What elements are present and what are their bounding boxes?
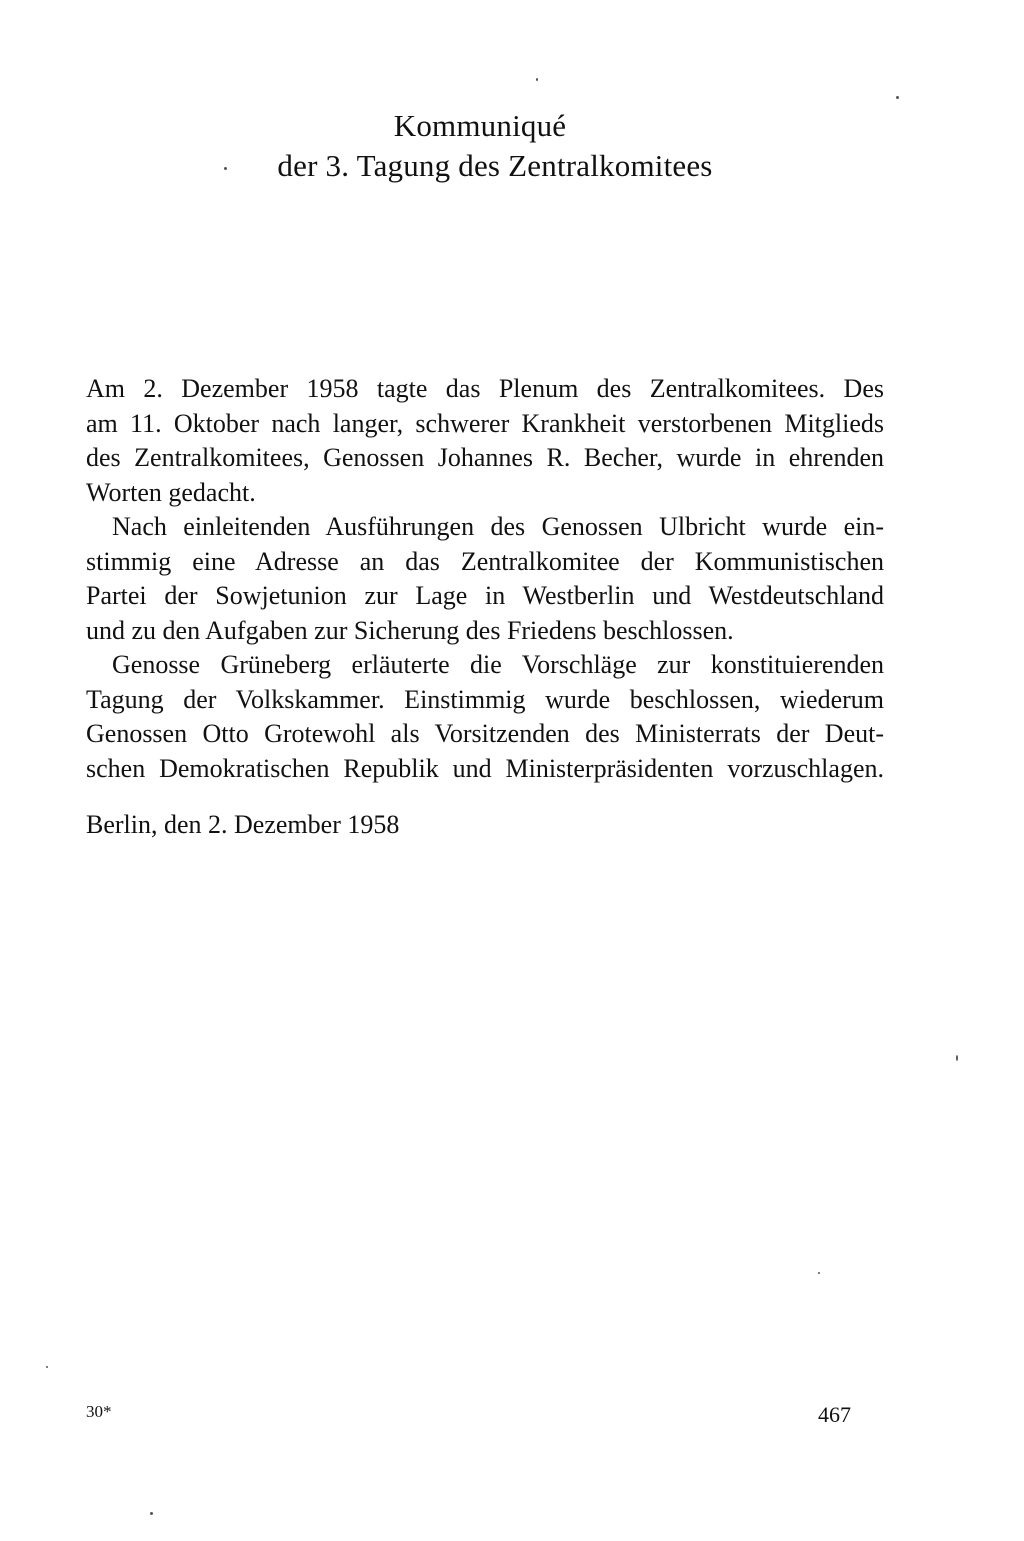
paragraph-line: Nach einleitenden Ausführungen des Genossen Ulbricht wurde ein- bbox=[112, 512, 884, 541]
place-date-line: Berlin, den 2. Dezember 1958 bbox=[86, 810, 400, 839]
paragraph-1 bbox=[86, 372, 884, 510]
paragraph-line: Worten gedacht. bbox=[86, 477, 256, 507]
paragraph-line: Partei der Sowjetunion zur Lage in Westberlin und Westdeutschland bbox=[86, 581, 884, 610]
scan-speck bbox=[150, 1512, 153, 1515]
heading bbox=[200, 106, 760, 186]
signature-mark: 30* bbox=[86, 1402, 112, 1421]
body-text bbox=[86, 372, 884, 786]
paragraph-2 bbox=[86, 510, 884, 648]
paragraph-line: stimmig eine Adresse an das Zentralkomitee der Kommunistischen bbox=[86, 546, 884, 576]
paragraph-line: und zu den Aufgaben zur Sicherung des Friedens beschlossen. bbox=[86, 615, 734, 645]
paragraph-line: am 11. Oktober nach langer, schwerer Krankheit verstorbenen Mitglieds bbox=[86, 408, 884, 438]
scan-speck bbox=[896, 96, 899, 99]
paragraph-line: des Zentralkomitees, Genossen Johannes R. Becher, wurde in ehrenden bbox=[86, 443, 884, 472]
paragraph-line: Tagung der Volkskammer. Einstimmig wurde beschlossen, wiederum bbox=[86, 684, 884, 714]
page-number: 467 bbox=[818, 1402, 851, 1427]
paragraph-3 bbox=[86, 648, 884, 786]
scan-speck bbox=[224, 167, 227, 170]
scan-speck bbox=[46, 1366, 48, 1368]
paragraph-line: Genosse Grüneberg erläuterte die Vorschläge zur konstituierenden bbox=[112, 650, 884, 679]
scan-speck bbox=[536, 78, 538, 81]
paragraph-line: schen Demokratischen Republik und Ministerpräsidenten vorzuschlagen. bbox=[86, 753, 884, 783]
paragraph-line: Am 2. Dezember 1958 tagte das Plenum des Zentralkomitees. Des bbox=[86, 374, 884, 403]
heading-title: Kommuniqué bbox=[393, 108, 567, 143]
scan-speck bbox=[818, 1272, 820, 1274]
paragraph-line: Genossen Otto Grotewohl als Vorsitzenden des Ministerrats der Deut- bbox=[86, 719, 884, 748]
scan-speck bbox=[956, 1055, 958, 1061]
heading-subtitle: der 3. Tagung des Zentralkomitees bbox=[277, 148, 713, 183]
